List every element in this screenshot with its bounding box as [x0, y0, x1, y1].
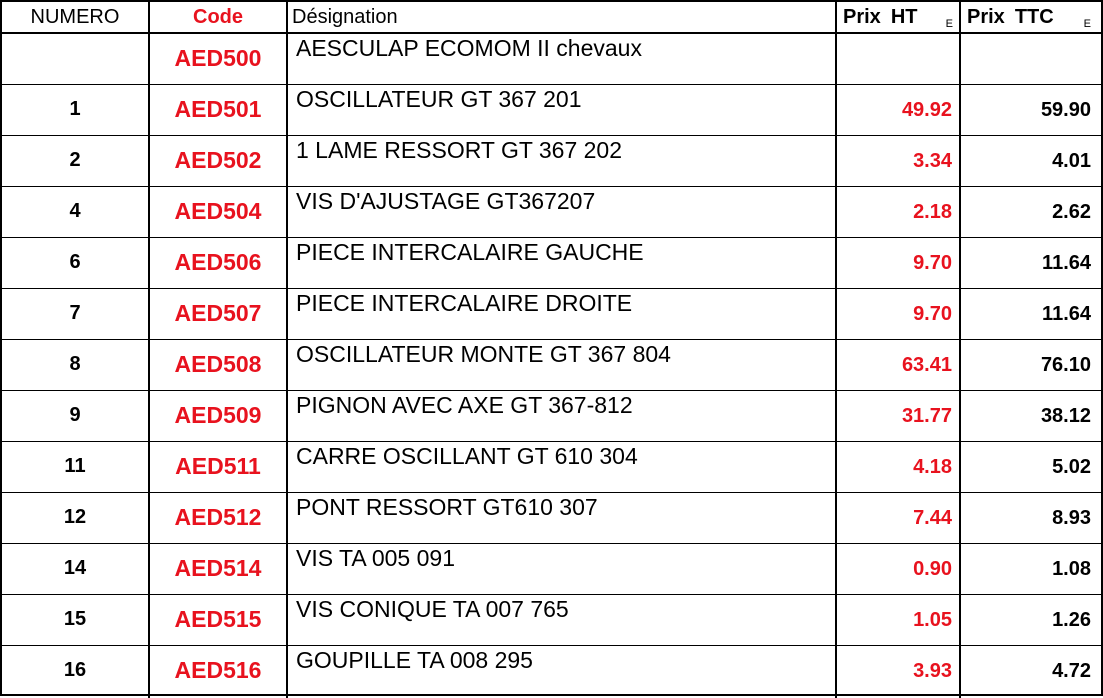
- cell-designation: VIS TA 005 091: [288, 544, 837, 594]
- header-prix-ht-suffix: HT: [890, 6, 918, 28]
- header-numero: NUMERO: [2, 2, 150, 32]
- table-body: [2, 34, 1101, 698]
- cell-prix-ht: 1.05: [837, 595, 961, 645]
- cell-code: AED507: [150, 289, 288, 339]
- cell-code: AED501: [150, 85, 288, 135]
- cell-prix-ht: [837, 34, 961, 84]
- cell-numero: 14: [2, 544, 150, 594]
- cell-designation: PIECE INTERCALAIRE GAUCHE: [288, 238, 837, 288]
- cell-code: AED504: [150, 187, 288, 237]
- cell-numero: 7: [2, 289, 150, 339]
- cell-designation: 1 LAME RESSORT GT 367 202: [288, 136, 837, 186]
- cell-code: AED511: [150, 442, 288, 492]
- cell-designation: CARRE OSCILLANT GT 610 304: [288, 442, 837, 492]
- header-prix-ht-word: Prix: [843, 6, 881, 28]
- cell-code: AED502: [150, 136, 288, 186]
- cell-code: AED506: [150, 238, 288, 288]
- cell-numero: [2, 34, 150, 84]
- table-row: [2, 238, 1101, 289]
- cell-prix-ht: 31.77: [837, 391, 961, 441]
- header-prix-ht: [837, 2, 961, 32]
- header-prix-ttc-unit: E: [1083, 18, 1091, 30]
- cell-prix-ttc: 11.64: [1042, 303, 1091, 325]
- cell-numero: 4: [2, 187, 150, 237]
- cell-prix-ttc: 1.26: [1052, 609, 1091, 631]
- cell-code: AED515: [150, 595, 288, 645]
- cell-prix-ht: 7.44: [837, 493, 961, 543]
- table-row: [2, 136, 1101, 187]
- cell-numero: 11: [2, 442, 150, 492]
- cell-prix-ht: 9.70: [837, 289, 961, 339]
- header-designation: Désignation: [288, 2, 837, 32]
- cell-prix-ttc: 5.02: [1052, 456, 1091, 478]
- header-code: Code: [150, 2, 288, 32]
- cell-numero: 9: [2, 391, 150, 441]
- cell-designation: VIS CONIQUE TA 007 765: [288, 595, 837, 645]
- table-header-row: [2, 2, 1101, 34]
- cell-designation: VIS D'AJUSTAGE GT367207: [288, 187, 837, 237]
- table-row: [2, 85, 1101, 136]
- cell-prix-ht: 63.41: [837, 340, 961, 390]
- cell-code: AED500: [150, 34, 288, 84]
- cell-prix-ttc: 38.12: [1040, 405, 1091, 427]
- cell-code: AED508: [150, 340, 288, 390]
- table-row: [2, 493, 1101, 544]
- cell-designation: PIGNON AVEC AXE GT 367-812: [288, 391, 837, 441]
- cell-prix-ttc: 11.64: [1042, 252, 1091, 274]
- cell-prix-ttc: 59.90: [1040, 99, 1091, 121]
- header-prix-ttc-suffix: TTC: [1014, 6, 1054, 28]
- header-prix-ttc-word: Prix: [967, 6, 1005, 28]
- table-row: [2, 646, 1101, 698]
- cell-numero: 15: [2, 595, 150, 645]
- cell-designation: OSCILLATEUR MONTE GT 367 804: [288, 340, 837, 390]
- cell-prix-ht: 2.18: [837, 187, 961, 237]
- table-row: [2, 187, 1101, 238]
- cell-prix-ttc: 4.01: [1052, 150, 1091, 172]
- cell-numero: 12: [2, 493, 150, 543]
- table-row: [2, 340, 1101, 391]
- cell-prix-ttc: 4.72: [1052, 660, 1091, 682]
- cell-designation: AESCULAP ECOMOM II chevaux: [288, 34, 837, 84]
- cell-code: AED509: [150, 391, 288, 441]
- table-row: [2, 34, 1101, 85]
- cell-prix-ht: 49.92: [837, 85, 961, 135]
- cell-prix-ht: 9.70: [837, 238, 961, 288]
- cell-prix-ttc: [961, 34, 1097, 84]
- cell-prix-ht: 3.93: [837, 646, 961, 698]
- cell-code: AED514: [150, 544, 288, 594]
- table-row: [2, 595, 1101, 646]
- cell-numero: 6: [2, 238, 150, 288]
- cell-prix-ttc: 1.08: [1052, 558, 1091, 580]
- table-row: [2, 544, 1101, 595]
- header-prix-ht-unit: E: [945, 18, 953, 30]
- cell-prix-ht: 0.90: [837, 544, 961, 594]
- cell-prix-ttc: 8.93: [1052, 507, 1091, 529]
- cell-designation: OSCILLATEUR GT 367 201: [288, 85, 837, 135]
- cell-code: AED516: [150, 646, 288, 698]
- cell-prix-ht: 3.34: [837, 136, 961, 186]
- header-prix-ttc: [961, 2, 1097, 32]
- cell-numero: 16: [2, 646, 150, 698]
- table-row: [2, 442, 1101, 493]
- cell-prix-ttc: 2.62: [1052, 201, 1091, 223]
- cell-numero: 2: [2, 136, 150, 186]
- table-row: [2, 289, 1101, 340]
- cell-designation: PIECE INTERCALAIRE DROITE: [288, 289, 837, 339]
- table-row: [2, 391, 1101, 442]
- cell-numero: 8: [2, 340, 150, 390]
- cell-designation: GOUPILLE TA 008 295: [288, 646, 837, 698]
- cell-code: AED512: [150, 493, 288, 543]
- cell-numero: 1: [2, 85, 150, 135]
- cell-prix-ht: 4.18: [837, 442, 961, 492]
- cell-prix-ttc: 76.10: [1040, 354, 1091, 376]
- cell-designation: PONT RESSORT GT610 307: [288, 493, 837, 543]
